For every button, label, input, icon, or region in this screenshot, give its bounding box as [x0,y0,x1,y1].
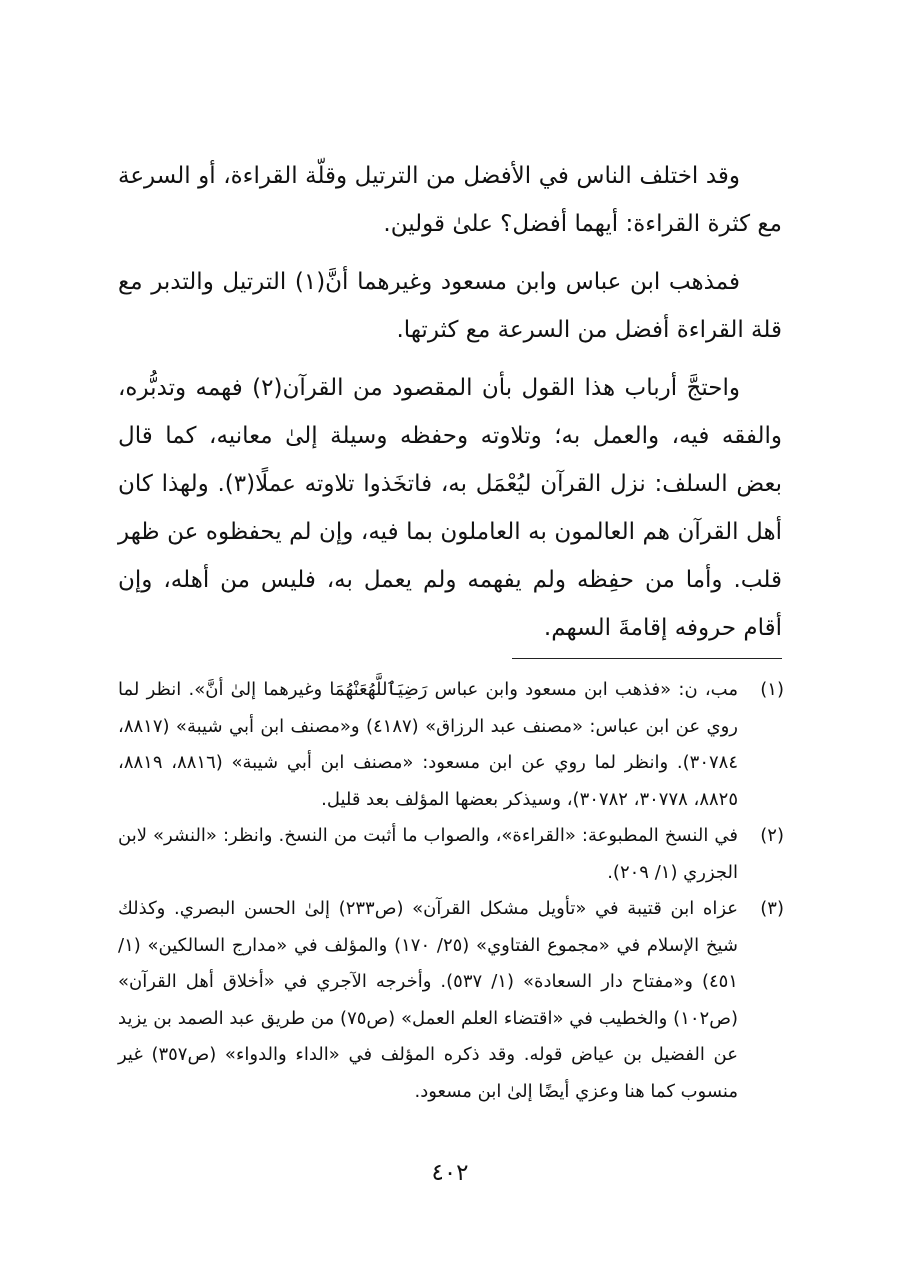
footnotes [118,672,784,1110]
page-number: ٤٠٢ [431,1160,469,1186]
footnote-number: (١) [760,679,784,700]
footnote-1 [118,672,784,818]
footnote-2 [118,818,784,891]
paragraph-2: فمذهب ابن عباس وابن مسعود وغيرهما أنَّ(١) الترتيل والتدبر مع قلة القراءة أفضل من السرعة مع كثرتها. [118,269,782,343]
footnote-text: مب، ن: «فذهب ابن مسعود وابن عباس رَضِيَٱللَّهُعَنْهُمَا وغيرهما إلىٰ أنَّ». انظر لما روي عن ابن عباس: «مصنف عبد الرزاق» (٤١٨٧) و«مصنف ابن أبي شيبة» (٨٨١٧، ٣٠٧٨٤). وانظر لما روي عن ابن مسعود: «مصنف ابن أبي شيبة» (٨٨١٦، ٨٨١٩، ٨٨٢٥، ٣٠٧٧٨، ٣٠٧٨٢)، وسيذكر بعضها المؤلف بعد قليل. [118,679,738,810]
footnote-number: (٣) [760,898,784,919]
footnote-number: (٢) [760,825,784,846]
paragraph-3: واحتجَّ أرباب هذا القول بأن المقصود من القرآن(٢) فهمه وتدبُّره، والفقه فيه، والعمل به؛ وتلاوته وحفظه وسيلة إلىٰ معانيه، كما قال بعض السلف: نزل القرآن ليُعْمَل به، فاتخَذوا تلاوته عملًا(٣). ولهذا كان أهل القرآن هم العالمون به العاملون بما فيه، وإن لم يحفظوه عن ظهر قلب. وأما من حفِظه ولم يفهمه ولم يعمل به، فليس من أهله، وإن أقام حروفه إقامةَ السهم. [118,375,782,641]
footnote-separator [512,658,782,659]
footnote-text: عزاه ابن قتيبة في «تأويل مشكل القرآن» (ص٢٣٣) إلىٰ الحسن البصري. وكذلك شيخ الإسلام في «مجموع الفتاوي» (٢٥/ ١٧٠) والمؤلف في «مدارج السالكين» (١/ ٤٥١) و«مفتاح دار السعادة» (١/ ٥٣٧). وأخرجه الآجري في «أخلاق أهل القرآن» (ص١٠٢) والخطيب في «اقتضاء العلم العمل» (ص٧٥) من طريق عبد الصمد بن يزيد عن الفضيل بن عياض قوله. وقد ذكره المؤلف في «الداء والدواء» (ص٣٥٧) غير منسوب كما هنا وعزي أيضًا إلىٰ ابن مسعود. [118,898,739,1102]
main-text [118,152,782,662]
paragraph-1: وقد اختلف الناس في الأفضل من الترتيل وقلّة القراءة، أو السرعة مع كثرة القراءة: أيهما أفضل؟ علىٰ قولين. [118,163,782,237]
footnote-3 [118,891,784,1110]
footnote-text: في النسخ المطبوعة: «القراءة»، والصواب ما أثبت من النسخ. وانظر: «النشر» لابن الجزري (١/ ٢٠٩). [118,825,738,883]
